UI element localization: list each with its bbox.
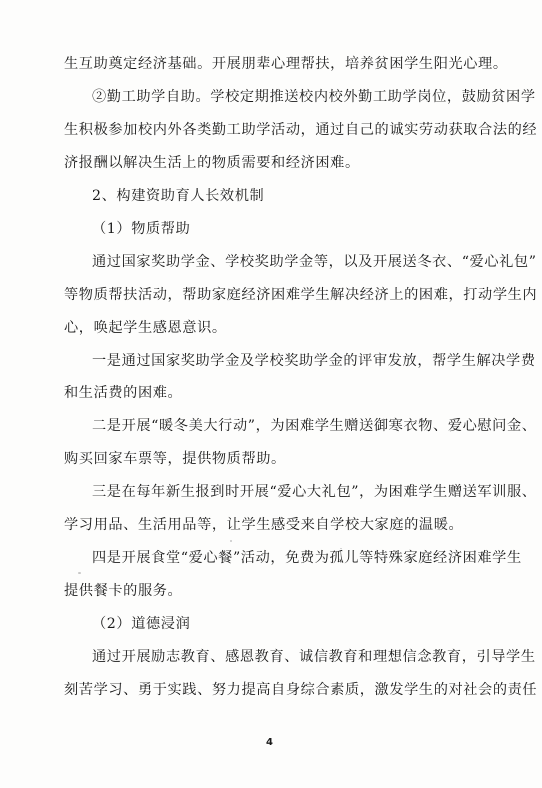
page-number: 4	[266, 737, 273, 748]
body-text-line: 生互助奠定经济基础。开展朋辈心理帮扶，培养贫困学生阳光心理。	[64, 56, 508, 72]
body-text-line: 三是在每年新生报到时开展“爱心大礼包”，为困难学生赠送军训服、	[92, 484, 537, 501]
body-text-line: 济报酬以解决生活上的物质需要和经济困难。	[64, 154, 360, 171]
subsection-heading: （2）道德浸润	[92, 616, 191, 633]
body-text-line: 学习用品、生活用品等，让学生感受来自学校大家庭的温暖。	[64, 517, 464, 534]
scan-speck	[78, 572, 81, 574]
section-heading: 2、构建资助育人长效机制	[92, 187, 265, 204]
body-text-line: 购买回家车票等，提供物质帮助。	[64, 451, 286, 468]
body-text-line: 通过国家奖助学金、学校奖助学金等，以及开展送冬衣、“爱心礼包”	[92, 253, 537, 270]
body-text-line: 生积极参加校内外各类勤工助学活动，通过自己的诚实劳动获取合法的经	[64, 121, 538, 138]
body-text-line: 提供餐卡的服务。	[64, 583, 183, 600]
scan-speck	[340, 548, 342, 549]
body-text-line: 等物质帮扶活动，帮助家庭经济困难学生解决经济上的困难，打动学生内	[64, 286, 538, 303]
body-text-line: ②勤工助学自助。学校定期推送校内校外勤工助学岗位，鼓励贫困学	[92, 88, 536, 105]
subsection-heading: （1）物质帮助	[92, 220, 191, 237]
body-text-line: 和生活费的困难。	[64, 385, 183, 402]
body-text-line: 二是开展“暖冬美大行动”，为困难学生赠送御寒衣物、爱心慰问金、	[92, 418, 537, 435]
body-text-line: 一是通过国家奖助学金及学校奖助学金的评审发放，帮学生解决学费	[92, 352, 536, 369]
body-text-line: 刻苦学习、勇于实践、努力提高自身综合素质，激发学生的对社会的责任	[64, 682, 538, 698]
body-text-line: 通过开展励志教育、感恩教育、诚信教育和理想信念教育，引导学生	[92, 649, 536, 666]
scan-speck	[230, 540, 232, 542]
body-text-line: 心，唤起学生感恩意识。	[64, 319, 227, 336]
body-text-line: 四是开展食堂“爱心餐”活动，免费为孤儿等特殊家庭经济困难学生	[92, 550, 522, 567]
